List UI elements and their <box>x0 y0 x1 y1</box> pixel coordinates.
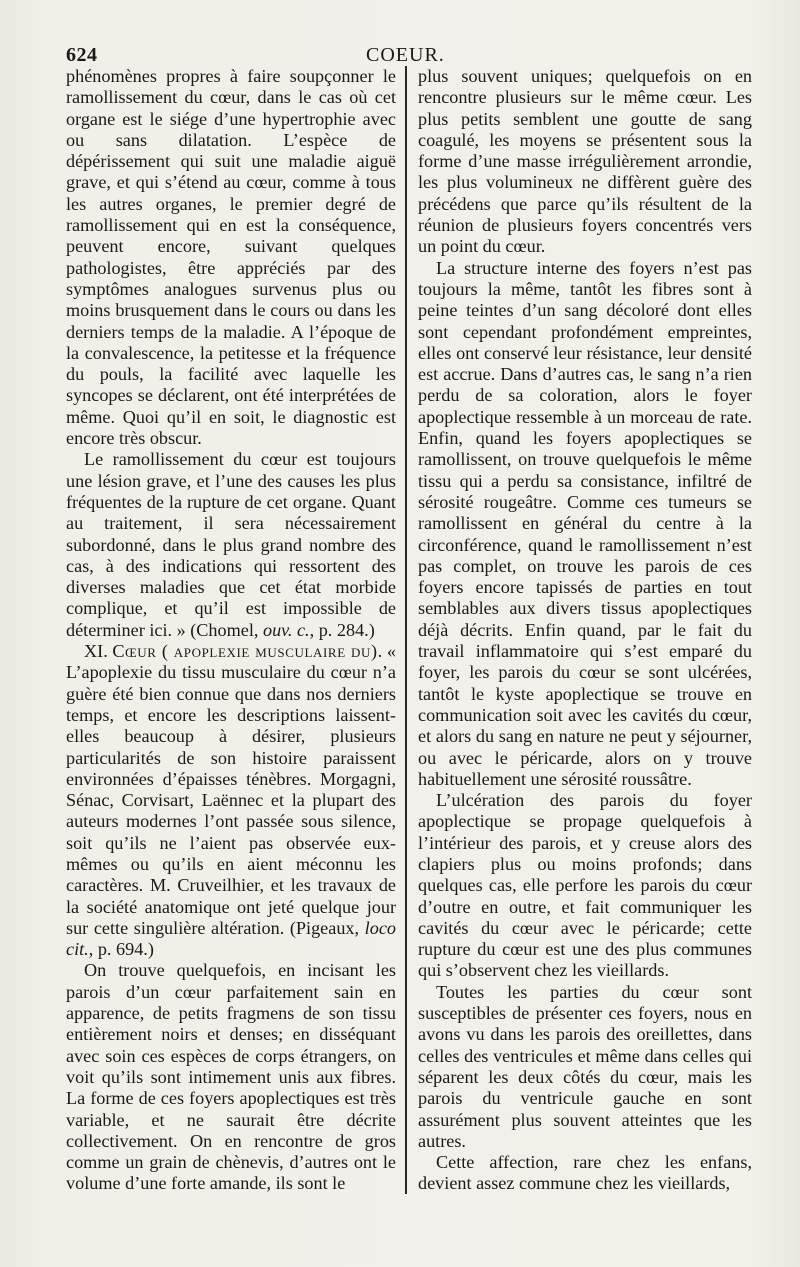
column-divider <box>405 66 407 1194</box>
right-column <box>418 66 752 1195</box>
section-heading: Cœur ( apoplexie musculaire du) <box>112 641 378 662</box>
citation-reference: loco cit. <box>66 917 396 960</box>
paragraph <box>66 449 396 641</box>
citation-page: , p. 694.) <box>88 939 154 960</box>
paragraph-text: Le ramollissement du cœur est toujours une lésion grave, et l’une des causes les plus fréquentes de la rupture de cet organe. Quant au traitement, il sera nécessairement subordonné, dans le plus grand nombre des cas, à des indications qui ressortent des diverses maladies que cet état morbide complique, et qu’il est impossible de déterminer ici. » (Chomel, <box>66 449 396 640</box>
left-column <box>66 66 396 1195</box>
paragraph: phénomènes propres à faire soupçonner le ramollissement du cœur, dans le cas où cet organe est le siége d’une hypertrophie avec ou sans dilatation. L’espèce de dépérissement qui suit une maladie aiguë grave, et qui s’étend au cœur, comme à tous les autres organes, le premier degré de ramollissement qui en est la conséquence, peuvent encore, suivant quelques pathologistes, être appréciés par des symptômes analogues survenus plus ou moins brusquement dans le cours ou dans les derniers temps de la maladie. A l’époque de la convalescence, la petitesse et la fréquence du pouls, la facilité avec laquelle les syncopes se déclarent, ont été interprétées de même. Quoi qu’il en soit, le diagnostic est encore très obscur. <box>66 66 396 449</box>
page-number: 624 <box>66 44 98 66</box>
paragraph: La structure interne des foyers n’est pas toujours la même, tantôt les fibres sont à peine teintes d’un sang décoloré dont elles sont cependant profondément empreintes, elles ont conservé leur résistance, leur densité est accrue. Dans d’autres cas, le sang n’a rien perdu de sa coloration, alors le foyer apoplectique ressemble à un morceau de rate. Enfin, quand les foyers apoplectiques se ramollissent, on trouve quelquefois le même tissu qui a perdu sa consistance, infiltré de sérosité rougeâtre. Comme ces tumeurs se ramollissent en général du centre à la circonférence, quand le ramollissement n’est pas complet, on trouve les parois de ces foyers encore tapissés de parties en tout semblables aux divers tissus apoplectiques déjà décrits. Enfin quand, par le fait du travail inflammatoire qui s’est emparé du foyer, les parois du cœur se sont ulcérées, tantôt le kyste apoplectique se trouve en communication soit avec les cavités du cœur, et alors du sang en nature ne peut y séjourner, ou avec le péricarde, alors on y trouve habituellement une sérosité roussâtre. <box>418 257 752 789</box>
citation-reference: ouv. c. <box>262 619 310 640</box>
paragraph: Toutes les parties du cœur sont susceptibles de présenter ces foyers, nous en avons vu dans les parois des oreillettes, dans celles des ventricules et même dans celles qui séparent les deux côtés du cœur, mais les parois du ventricule gauche en sont assurément plus souvent atteintes que les autres. <box>418 981 752 1151</box>
paragraph: Cette affection, rare chez les enfans, devient assez commune chez les vieillards, <box>418 1152 752 1194</box>
paragraph-text: . « L’apoplexie du tissu musculaire du cœur n’a guère été bien connue que dans nos derniers temps, et encore les descriptions laissent-elles beaucoup à désirer, plusieurs particularités de son histoire paraissent environnées d’épaisses ténèbres. Morgagni, Sénac, Corvisart, Laënnec et la plupart des auteurs modernes l’ont passée sous silence, soit qu’ils ne l’aient pas observée eux-mêmes ou qu’ils en aient méconnu les caractères. M. Cruveilhier, et les travaux de la société anatomique ont jeté quelque jour sur cette singulière altération. (Pigeaux, <box>66 641 396 938</box>
paragraph: On trouve quelquefois, en incisant les parois d’un cœur parfaitement sain en apparence, de petits fragmens de son tissu entièrement noirs et denses; en disséquant avec soin ces espèces de corps étrangers, on voit qu’ils sont intimement unis aux fibres. La forme de ces foyers apoplectiques est très variable, et ne saurait être décrite collectivement. On en rencontre de gros comme un grain de chènevis, d’autres ont le volume d’une forte amande, ils sont le <box>66 960 396 1194</box>
section-paragraph <box>66 641 396 960</box>
running-title: COEUR. <box>366 44 445 66</box>
section-number: XI. <box>84 641 113 662</box>
paragraph: L’ulcération des parois du foyer apoplectique se propage quelquefois à l’intérieur des parois, et y creuse alors des clapiers plus ou moins profonds; dans quelques cas, elle perfore les parois du cœur d’outre en outre, et fait communiquer les cavités du cœur avec le péricarde; cette rupture du cœur est une des plus communes qui s’observent chez les vieillards. <box>418 790 752 981</box>
paragraph: plus souvent uniques; quelquefois on en rencontre plusieurs sur le même cœur. Les plus petits semblent une goutte de sang coagulé, les moyens se présentent sous la forme d’une masse irrégulièrement arrondie, les plus volumineux ne diffèrent guère des précédens que parce qu’ils résultent de la réunion de plusieurs foyers concentrés vers un point du cœur. <box>418 66 752 257</box>
citation-page: , p. 284.) <box>309 619 375 640</box>
